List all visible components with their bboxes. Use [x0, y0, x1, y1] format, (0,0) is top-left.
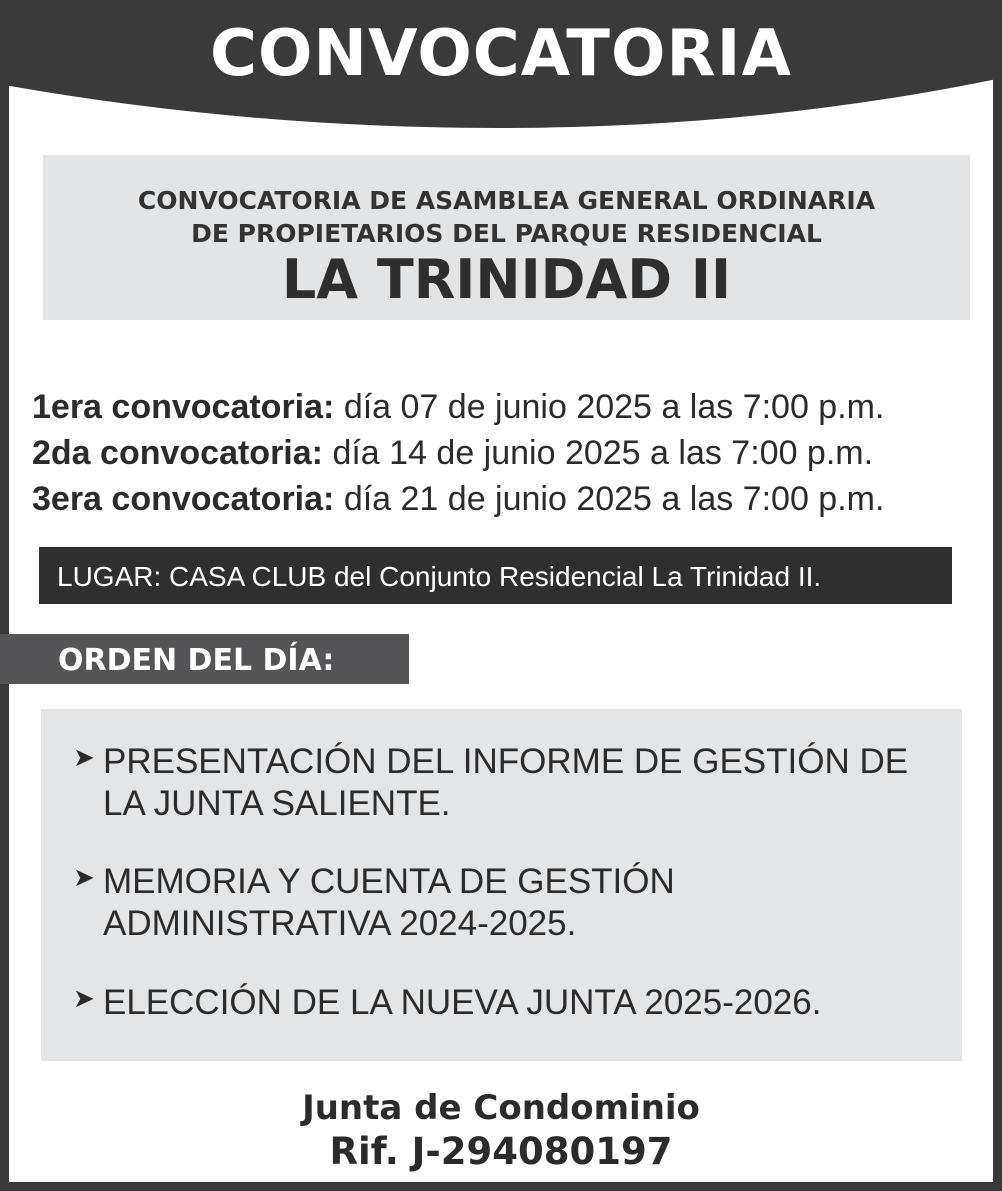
convocatoria-row [32, 384, 972, 430]
convocatoria-detail: día 21 de junio 2025 a las 7:00 p.m. [343, 480, 885, 518]
agenda-item-text [103, 861, 943, 945]
tax-id: Rif. J-294080197 [329, 1130, 673, 1173]
convocatoria-detail: día 07 de junio 2025 a las 7:00 p.m. [343, 388, 885, 426]
arrow-bullet-icon: ➤ [73, 984, 95, 1014]
agenda-item-line: PRESENTACIÓN DEL INFORME DE GESTIÓN DE [103, 742, 909, 781]
agenda-item-line: MEMORIA Y CUENTA DE GESTIÓN [103, 862, 675, 901]
agenda-item-text [103, 741, 943, 825]
agenda-item-text [103, 982, 943, 1024]
convocatoria-detail: día 14 de junio 2025 a las 7:00 p.m. [332, 434, 874, 472]
convocatoria-label: 1era convocatoria: [32, 388, 335, 426]
arrow-bullet-icon: ➤ [73, 863, 95, 893]
agenda-item [73, 741, 943, 825]
banner-title: CONVOCATORIA [210, 17, 792, 91]
signature-block [0, 1086, 1002, 1174]
assembly-header [43, 155, 970, 320]
convocatoria-dates [32, 384, 972, 522]
agenda-heading: ORDEN DEL DÍA: [0, 634, 409, 684]
agenda-item [73, 861, 943, 945]
title-banner [0, 0, 1002, 140]
convocatoria-label: 3era convocatoria: [32, 480, 335, 518]
header-line-2: DE PROPIETARIOS DEL PARQUE RESIDENCIAL [191, 218, 822, 248]
organization-name: Junta de Condominio [302, 1088, 700, 1128]
agenda-item-line: ADMINISTRATIVA 2024-2025. [103, 904, 577, 943]
convocatoria-label: 2da convocatoria: [32, 434, 323, 472]
agenda-item-line: ELECCIÓN DE LA NUEVA JUNTA 2025-2026. [103, 983, 822, 1022]
location-bar: LUGAR: CASA CLUB del Conjunto Residencial La Trinidad II. [39, 547, 952, 604]
agenda-item [73, 982, 943, 1024]
convocatoria-row [32, 430, 972, 476]
agenda-item-line: LA JUNTA SALIENTE. [103, 784, 451, 823]
arrow-bullet-icon: ➤ [73, 743, 95, 773]
header-line-1: CONVOCATORIA DE ASAMBLEA GENERAL ORDINARIA [137, 186, 876, 215]
residence-name: LA TRINIDAD II [281, 248, 732, 311]
convocatoria-row [32, 476, 972, 522]
agenda-panel [41, 709, 962, 1061]
